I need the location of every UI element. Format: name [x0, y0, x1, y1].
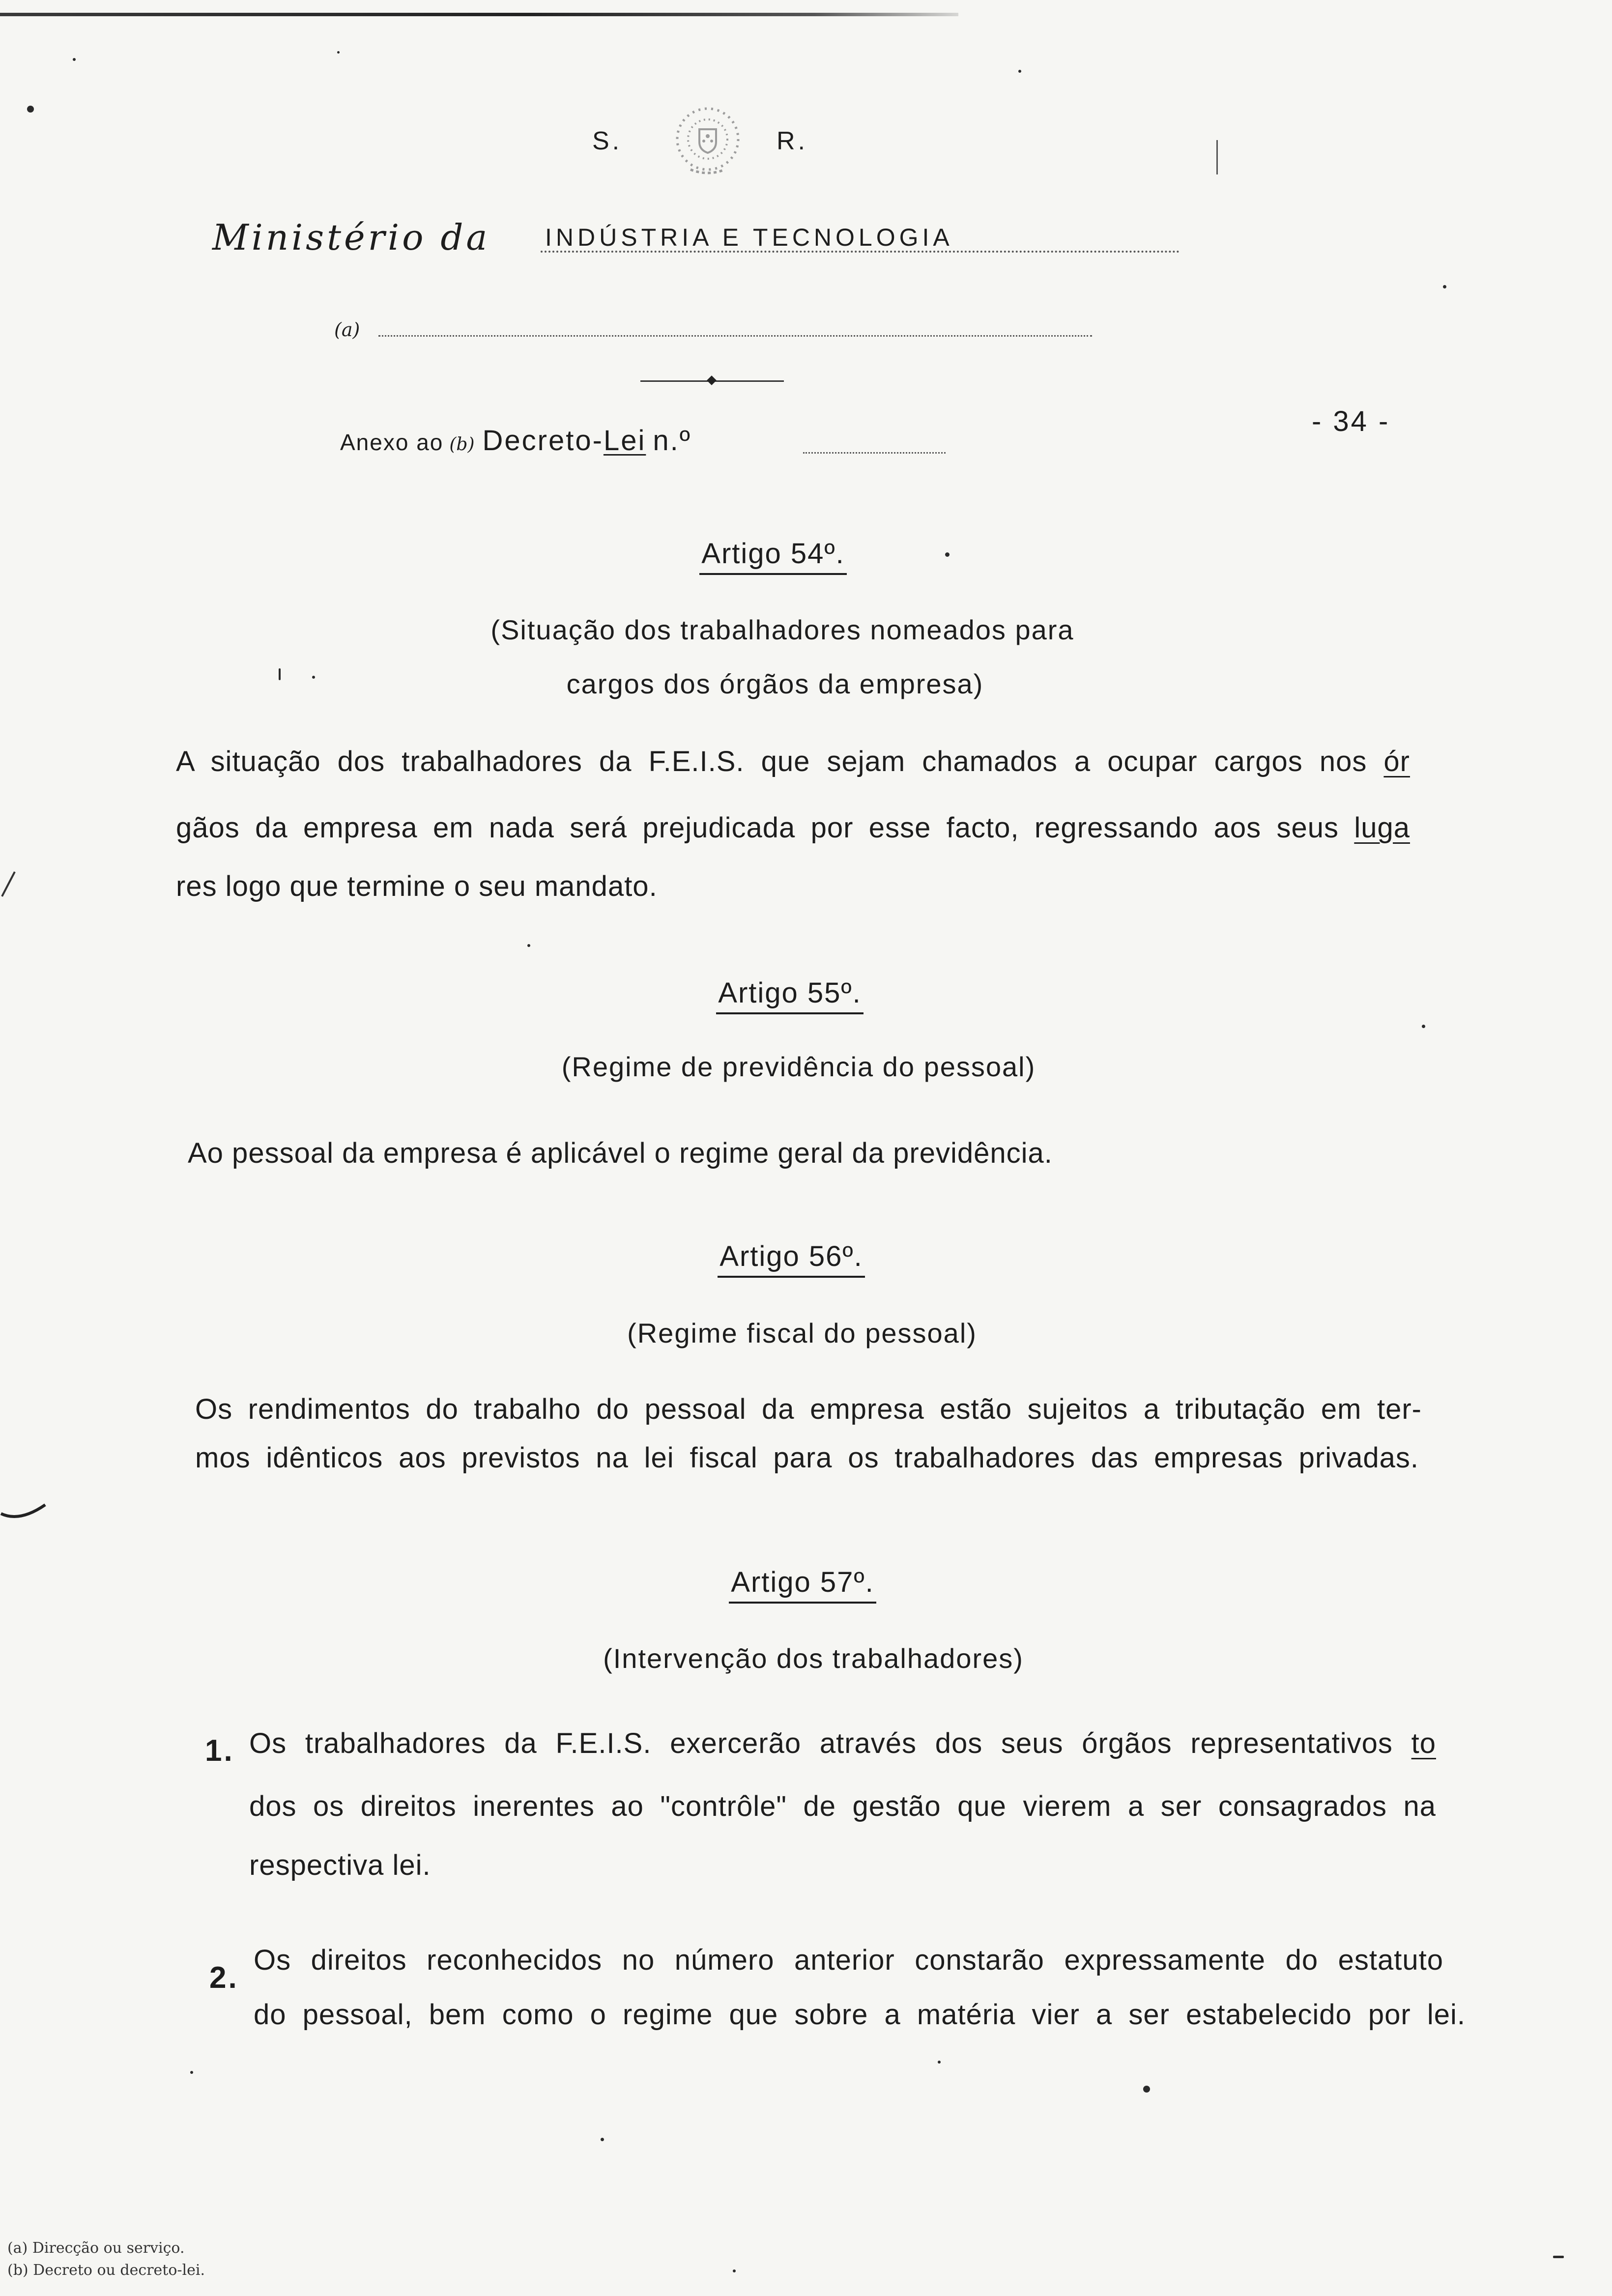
article-heading-text: Artigo 57º. [729, 1565, 876, 1604]
hyphenation-fragment: to [1411, 1727, 1436, 1759]
line-text: Os trabalhadores da F.E.I.S. exercerão através dos seus órgãos representativos [249, 1727, 1411, 1759]
scan-speck [190, 2071, 193, 2074]
scan-mark [0, 1494, 49, 1523]
footnote: (a) Direcção ou serviço. [7, 2239, 185, 2257]
decree-number-label: n.º [653, 425, 691, 457]
scan-speck [1143, 2086, 1150, 2093]
article-56-subtitle: (Regime fiscal do pessoal) [627, 1318, 977, 1349]
ministry-label: Ministério da [212, 217, 490, 258]
footnote: (b) Decreto ou decreto-lei. [7, 2262, 205, 2279]
scan-speck [279, 668, 281, 680]
header-initial-r: R. [777, 127, 808, 155]
republic-coat-of-arms-icon [661, 101, 754, 182]
article-54-heading [576, 537, 970, 578]
article-54-subtitle: (Situação dos trabalhadores nomeados para [490, 614, 1074, 645]
header-initial-s: S. [592, 127, 623, 155]
margin-tick [1216, 140, 1218, 174]
scan-speck [1553, 2256, 1564, 2258]
scan-speck [27, 106, 34, 113]
item-1-line: dos os direitos inerentes ao "contrôle" de gestão que vierem a ser consagrados na [249, 1790, 1436, 1822]
annex-label: Anexo ao [340, 430, 444, 455]
article-54-body-line [176, 811, 1410, 845]
article-56-heading [595, 1239, 988, 1281]
item-2-line: do pessoal, bem como o regime que sobre a matéria vier a ser estabelecido por lei. [254, 1999, 1466, 2031]
article-heading-text: Artigo 56º. [718, 1239, 864, 1278]
item-1-line: respectiva lei. [249, 1849, 431, 1881]
scan-speck [1422, 1025, 1425, 1028]
decree-label: Decreto- [482, 425, 604, 457]
article-heading-text: Artigo 54º. [699, 537, 846, 575]
article-55-subtitle: (Regime de previdência do pessoal) [561, 1051, 1036, 1082]
scan-speck [1443, 285, 1446, 288]
article-heading-text: Artigo 55º. [716, 976, 863, 1014]
scan-speck [945, 552, 950, 557]
scan-speck [312, 676, 315, 679]
article-54-body-line [176, 745, 1410, 779]
article-56-body-line: Os rendimentos do trabalho do pessoal da empresa estão sujeitos a tributação em ter- [195, 1393, 1422, 1425]
ministry-value: INDÚSTRIA E TECNOLOGIA [545, 224, 953, 251]
page-number: - 34 - [1312, 405, 1390, 437]
scan-mark [0, 870, 20, 899]
article-56-body-line: mos idênticos aos previstos na lei fiscal para os trabalhadores das empresas privadas. [195, 1442, 1419, 1474]
scan-speck [1018, 70, 1021, 73]
article-57-heading [606, 1565, 999, 1607]
hyphenation-fragment: ór [1383, 746, 1410, 777]
decree-lei: Lei [603, 425, 646, 457]
annex-marker: (b) [449, 434, 475, 455]
top-rule [0, 13, 958, 16]
annex-reference [340, 424, 691, 465]
department-dotted-line [378, 335, 1092, 337]
item-2-line: Os direitos reconhecidos no número anterior constarão expressamente do estatuto [254, 1944, 1443, 1976]
department-marker: (a) [334, 319, 360, 341]
ministry-dotted-line [541, 251, 1180, 253]
article-55-heading [593, 976, 986, 1017]
scan-speck [938, 2061, 941, 2064]
article-54-subtitle: cargos dos órgãos da empresa) [566, 668, 984, 699]
hyphenation-fragment: luga [1354, 812, 1410, 844]
item-number: 2. [209, 1961, 239, 1995]
item-number: 1. [205, 1734, 234, 1768]
article-54-body-line: res logo que termine o seu mandato. [176, 870, 658, 902]
separator-diamond-icon [707, 375, 717, 385]
article-57-subtitle: (Intervenção dos trabalhadores) [603, 1643, 1024, 1674]
scan-speck [733, 2269, 736, 2272]
scan-speck [527, 944, 530, 947]
item-1-line [249, 1726, 1436, 1761]
decree-dotted-line [803, 452, 946, 454]
article-55-body-line: Ao pessoal da empresa é aplicável o regime geral da previdência. [188, 1137, 1053, 1169]
line-text: gãos da empresa em nada será prejudicada por esse facto, regressando aos seus [176, 812, 1354, 844]
scan-speck [73, 58, 76, 61]
scan-speck [337, 51, 340, 54]
scan-speck [601, 2138, 604, 2141]
line-text: A situação dos trabalhadores da F.E.I.S. que sejam chamados a ocupar cargos nos [176, 746, 1384, 777]
